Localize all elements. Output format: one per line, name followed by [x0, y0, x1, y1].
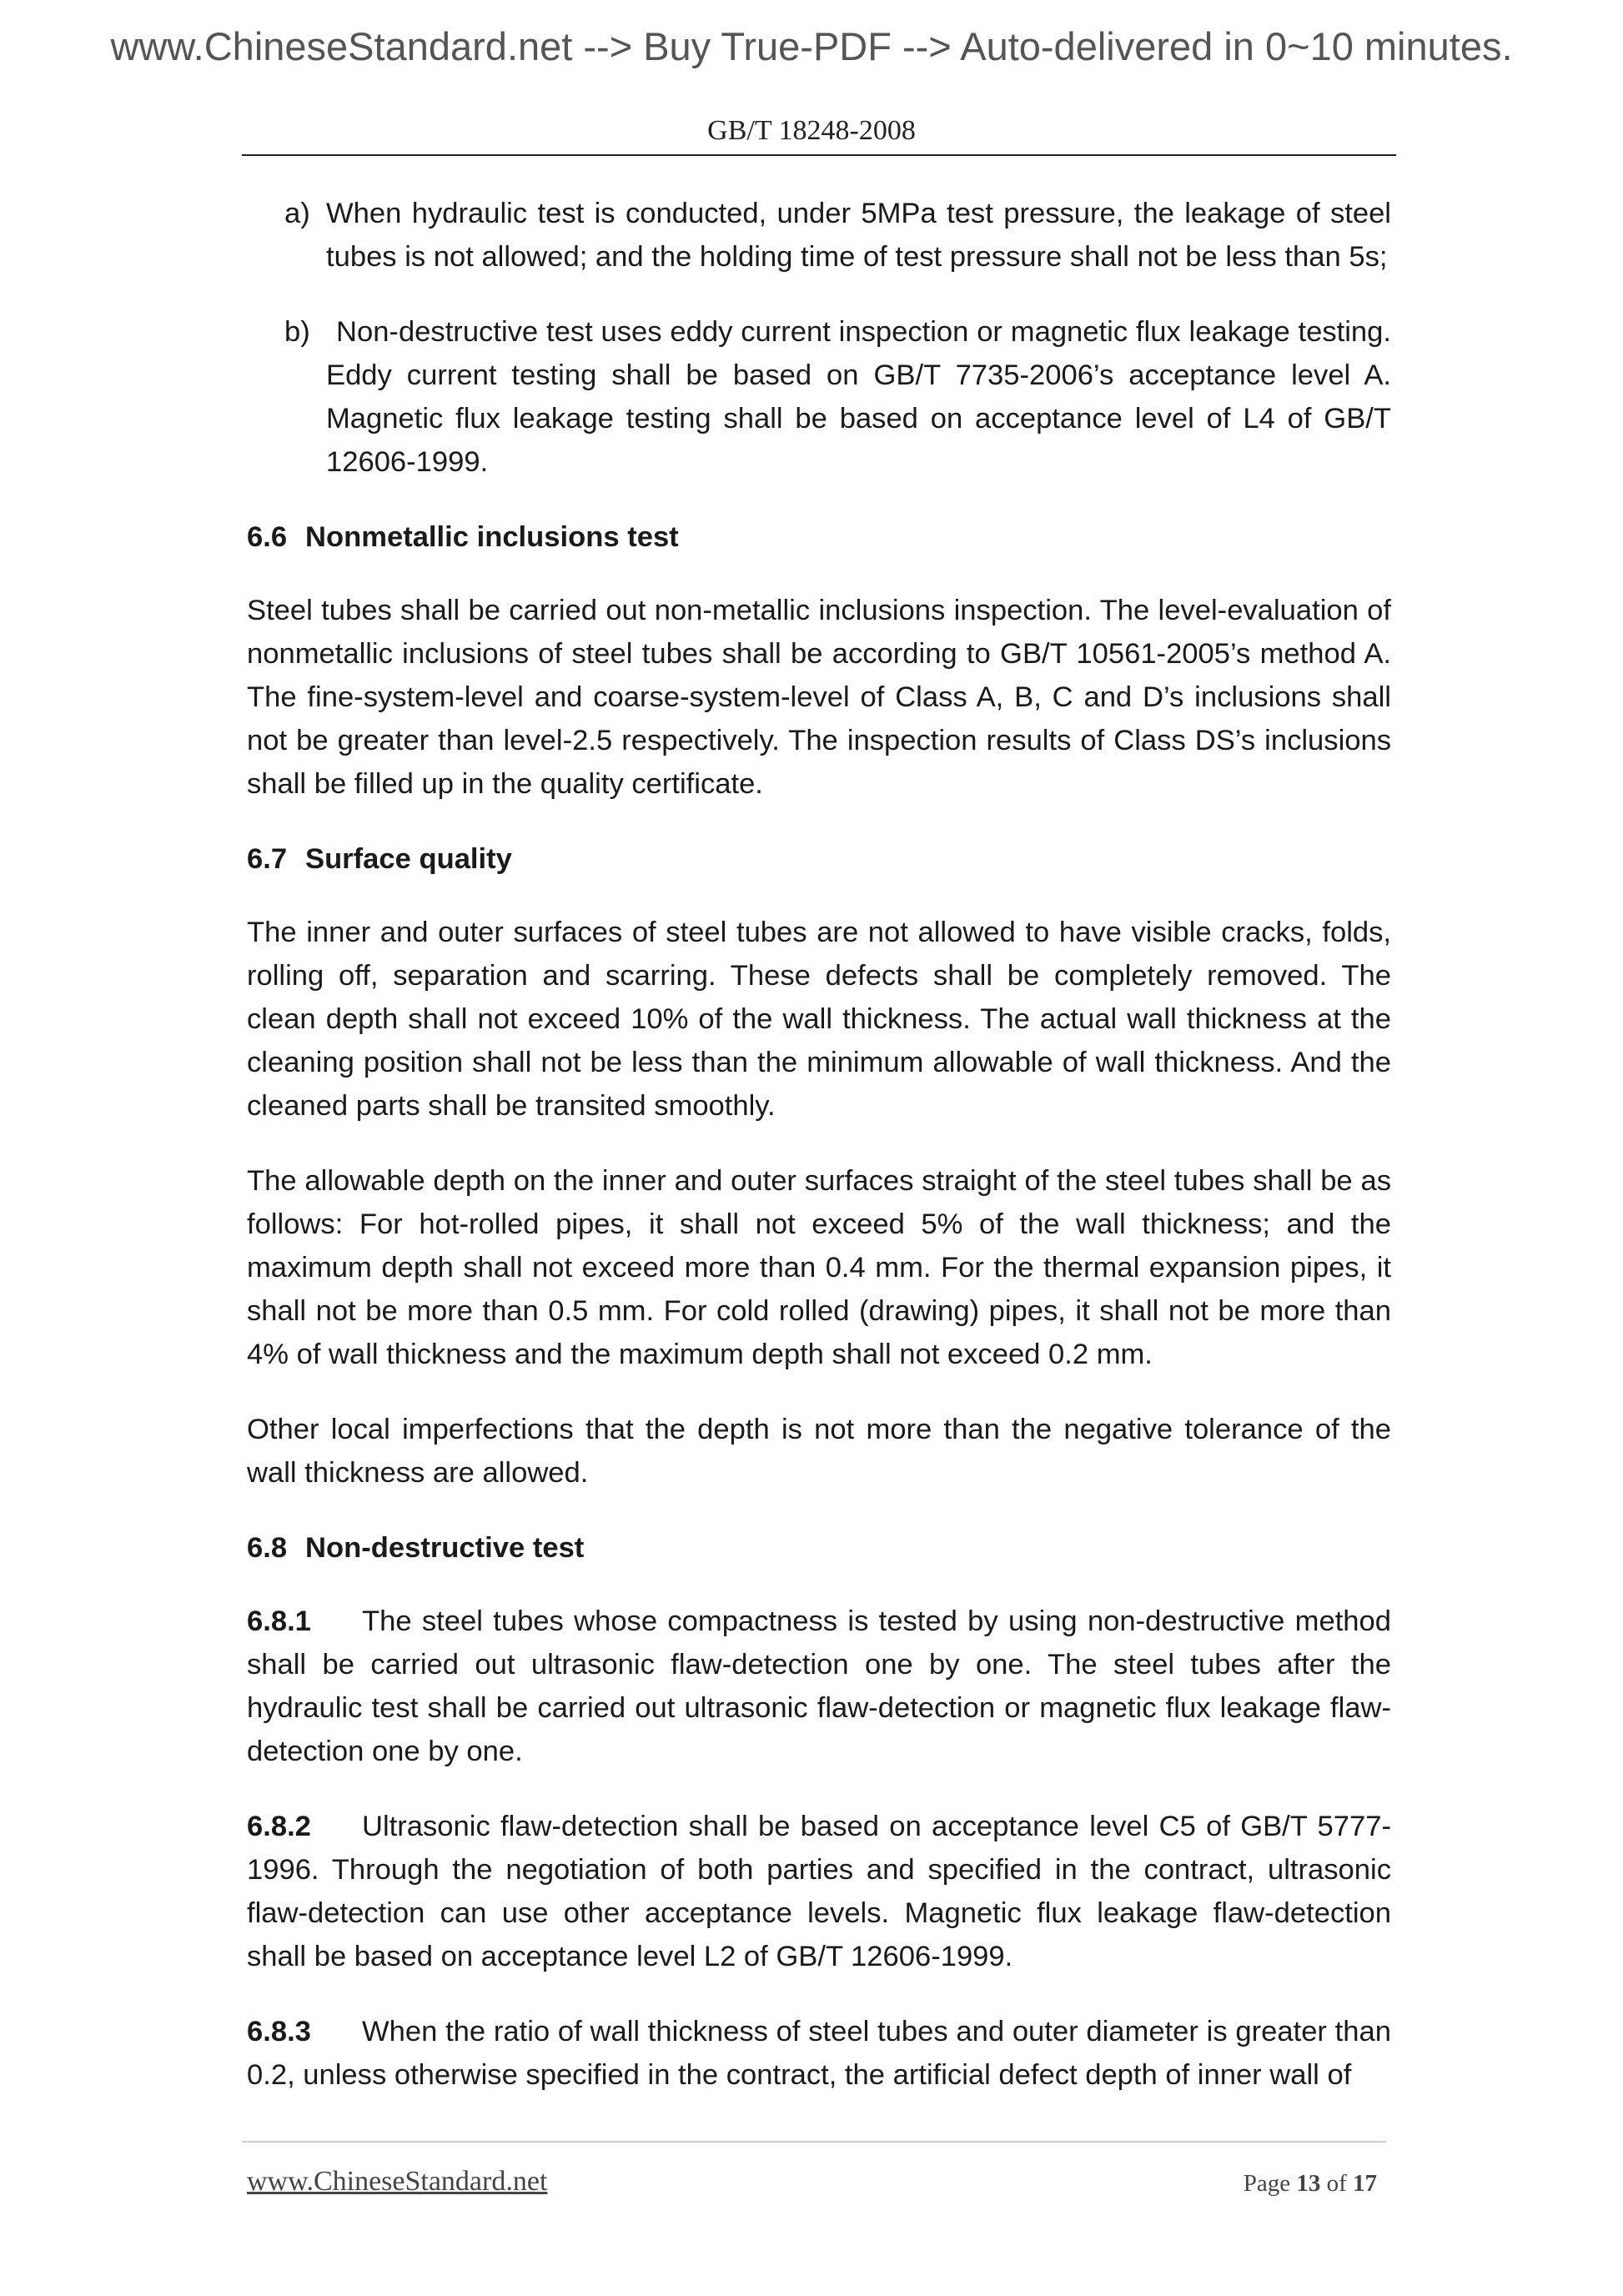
footer-website-link[interactable]: www.ChineseStandard.net: [247, 2166, 548, 2197]
paragraph: The inner and outer surfaces of steel tubes are not allowed to have visible cracks, folds, rolling off, separation and scarring. These defects shall be completely removed. The clean depth shall not exceed 10% of the wall thickness. The actual wall thickness at the cleaning position shall not be less than the minimum allowable of wall thickness. And the cleaned parts shall be transited smoothly.: [247, 917, 1391, 1122]
list-item-text: Non-destructive test uses eddy current inspection or magnetic flux leakage testing. Eddy current testing shall be based on GB/T 7735-2006’s acceptance level A. Magnetic flux leakage testing shall be based on acceptance level of L4 of GB/T 12606-1999.: [326, 316, 1391, 478]
promo-banner: www.ChineseStandard.net --> Buy True-PDF --> Auto-delivered in 0~10 minutes.: [110, 24, 1513, 68]
paragraph: Other local imperfections that the depth is not more than the negative tolerance of the wall thickness are allowed.: [247, 1414, 1391, 1489]
list-marker: a): [284, 198, 310, 229]
list-item-b: [247, 310, 1391, 484]
section-number: 6.8: [247, 1532, 288, 1564]
section-title: Surface quality: [305, 843, 512, 875]
page-number: [1244, 2170, 1377, 2198]
page-label: Page: [1243, 2170, 1291, 2197]
footer-divider: [242, 2141, 1386, 2143]
section-number: 6.6: [247, 521, 288, 553]
clause-6-8-2: [247, 1805, 1391, 1978]
page-total: 17: [1353, 2170, 1377, 2197]
clause-6-8-1: [247, 1600, 1391, 1773]
paragraph: The allowable depth on the inner and outer surfaces straight of the steel tubes shall be as follows: For hot-rolled pipes, it shall not exceed 5% of the wall thickness; and the maximum depth shall not exceed more than 0.4 mm. For the thermal expansion pipes, it shall not be more than 0.5 mm. For cold rolled (drawing) pipes, it shall not be more than 4% of wall thickness and the maximum depth shall not exceed 0.2 mm.: [247, 1165, 1391, 1370]
list-item-text: When hydraulic test is conducted, under 5MPa test pressure, the leakage of steel tubes is not allowed; and the holding time of test pressure shall not be less than 5s;: [326, 198, 1391, 273]
section-heading-6-7: [247, 837, 1391, 881]
clause-text: Ultrasonic flaw-detection shall be based on acceptance level C5 of GB/T 5777-1996. Through the negotiation of both parties and specified in the contract, ultrasonic flaw-detection can use other acceptance levels. Magnetic flux leakage flaw-detection shall be based on acceptance level L2 of GB/T 12606-1999.: [247, 1811, 1391, 1972]
clause-text: When the ratio of wall thickness of steel tubes and outer diameter is greater than 0.2, unless otherwise specified in the contract, the artificial defect depth of inner wall of: [247, 2016, 1391, 2091]
clause-number: 6.8.2: [247, 1811, 311, 1842]
clause-number: 6.8.3: [247, 2016, 311, 2047]
list-marker: b): [284, 316, 310, 348]
section-heading-6-8: [247, 1526, 1391, 1570]
page-content: [247, 192, 1391, 2128]
paragraph: Steel tubes shall be carried out non-metallic inclusions inspection. The level-evaluation of nonmetallic inclusions of steel tubes shall be according to GB/T 10561-2005’s method A. The fine-system-level and coarse-system-level of Class A, B, C and D’s inclusions shall not be greater than level-2.5 respectively. The inspection results of Class DS’s inclusions shall be filled up in the quality certificate.: [247, 595, 1391, 800]
list-item-a: [247, 192, 1391, 279]
page-current: 13: [1296, 2170, 1321, 2197]
clause-6-8-3: [247, 2010, 1391, 2097]
section-heading-6-6: [247, 515, 1391, 559]
section-title: Nonmetallic inclusions test: [305, 521, 679, 553]
section-number: 6.7: [247, 843, 288, 875]
clause-text: The steel tubes whose compactness is tested by using non-destructive method shall be carried out ultrasonic flaw-detection one by one. The steel tubes after the hydraulic test shall be carried out ultrasonic flaw-detection or magnetic flux leakage flaw-detection one by one.: [247, 1605, 1391, 1767]
document-id: GB/T 18248-2008: [707, 115, 916, 146]
section-title: Non-destructive test: [305, 1532, 585, 1564]
page-of: of: [1326, 2170, 1347, 2197]
clause-number: 6.8.1: [247, 1605, 311, 1637]
header-divider: [242, 154, 1396, 156]
